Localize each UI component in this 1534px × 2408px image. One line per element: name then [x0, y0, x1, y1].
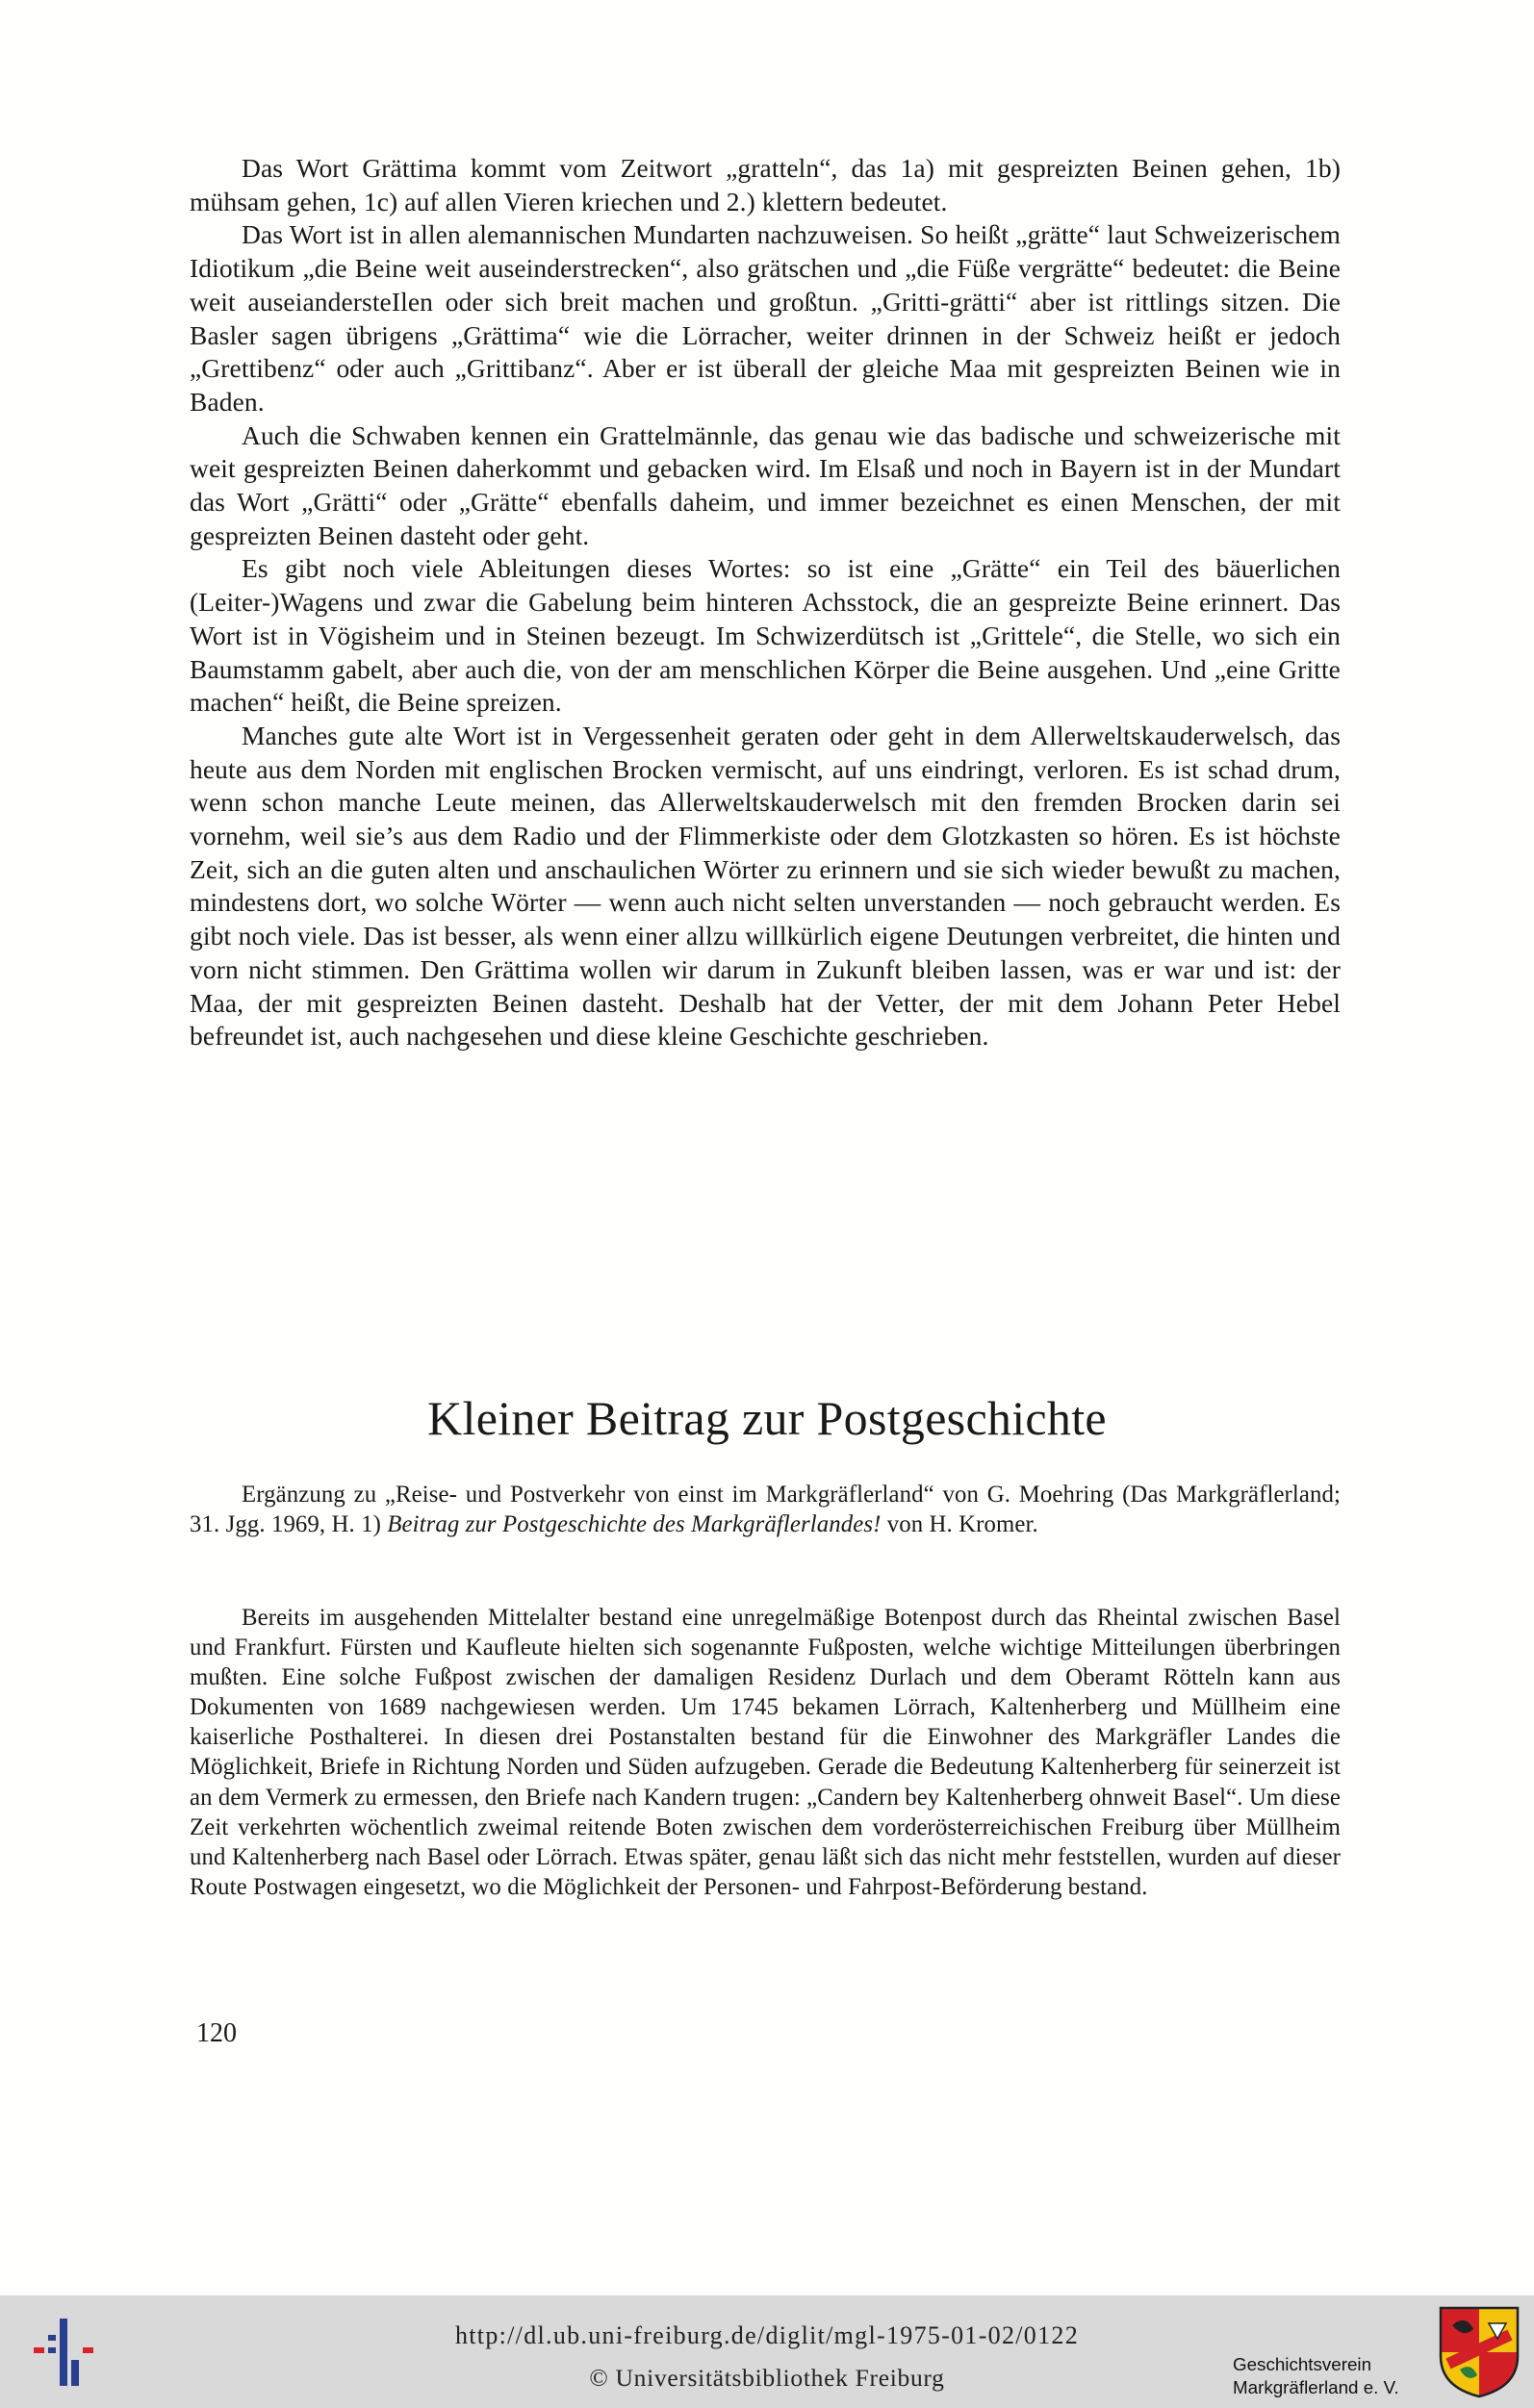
- org-line-2: Markgräflerland e. V.: [1233, 2377, 1399, 2397]
- intro-author: von H. Kromer.: [881, 1511, 1038, 1537]
- paragraph: Bereits im ausgehenden Mittelalter bestand eine unregelmäßige Botenpost durch das Rheintal zwischen Basel und Frankfurt. Fürsten und Kaufleute hielten sich sogenannte Fußposten, welche wichtige Mitteilungen überbringen mußten. Eine solche Fußpost zwischen der damaligen Residenz Durlach und dem Oberamt Rötteln kann aus Dokumenten von 1689 nachgewiesen werden. Um 1745 bekamen Lörrach, Kaltenherberg und Müllheim eine kaiserliche Posthalterei. In diesen drei Postanstalten bestand für die Einwohner des Markgräfler Landes die Möglichkeit, Briefe in Richtung Norden und Süden aufzugeben. Gerade die Bedeutung Kaltenherberg für seinerzeit ist an dem Vermerk zu ermessen, den Briefe nach Kandern trugen: „Candern bey Kaltenherberg ohnweit Basel“. Um diese Zeit verkehrten wöchentlich zweimal reitende Boten zwischen dem vorderösterreichischen Freiburg über Müllheim und Kaltenherberg nach Basel oder Lörrach. Etwas später, genau läßt sich das nicht mehr feststellen, wurden auf dieser Route Postwagen eingesetzt, wo die Möglichkeit der Personen- und Fahrpost-Beförderung bestand.: [190, 1605, 1341, 1900]
- page-number: 120: [196, 2018, 237, 2048]
- paragraph: Es gibt noch viele Ableitungen dieses Wortes: so ist eine „Grätte“ ein Teil des bäuerlichen (Leiter-)Wagens und zwar die Gabelung beim hinteren Achsstock, die an gespreizte Beine erinnert. Das Wort ist in Vögisheim und in Steinen bezeugt. Im Schwizerdütsch ist „Grittele“, die Stelle, wo sich ein Baumstamm gabelt, aber auch die, von der am menschlichen Körper die Beine ausgehen. Und „eine Gritte machen“ heißt, die Beine spreizen.: [190, 553, 1341, 718]
- paragraph: Auch die Schwaben kennen ein Grattelmännle, das genau wie das badische und schweizerische mit weit gespreizten Beinen daherkommt und gebacken wird. Im Elsaß und noch in Bayern ist in der Mundart das Wort „Grätti“ oder „Grätte“ ebenfalls daheim, und immer bezeichnet es einen Menschen, der mit gespreizten Beinen dasteht oder geht.: [190, 419, 1341, 550]
- intro-italic-text: Beitrag zur Postgeschichte des Markgräflerlandes!: [387, 1511, 882, 1537]
- intro-paragraph: [190, 1480, 1341, 1539]
- article-title: Kleiner Beitrag zur Postgeschichte: [427, 1391, 1107, 1445]
- paragraph: Manches gute alte Wort ist in Vergessenheit geraten oder geht in dem Allerweltskauderwelsch, das heute aus dem Norden mit englischen Brocken vermischt, auf uns eindringt, verloren. Es ist schad drum, wenn schon manche Leute meinen, das Allerweltskauderwelsch mit den fremden Brocken darin sei vornehm, weil sie’s aus dem Radio und der Flimmerkiste oder dem Glotzkasten so hören. Es ist höchste Zeit, sich an die guten alten und anschaulichen Wörter zu erinnern und sie sich wieder bewußt zu machen, mindestens dort, wo solche Wörter — wenn auch nicht selten unverstanden — noch gebraucht werden. Es gibt noch viele. Das ist besser, als wenn einer allzu willkürlich eigene Deutungen verbreitet, die hinten und vorn nicht stimmen. Den Grättima wollen wir darum in Zukunft bleiben lassen, was er war und ist: der Maa, der mit gespreizten Beinen dasteht. Deshalb hat der Vetter, der mit dem Johann Peter Hebel befreundet ist, auch nachgesehen und diese kleine Geschichte geschrieben.: [190, 720, 1341, 1052]
- paragraph: Das Wort ist in allen alemannischen Mundarten nachzuweisen. So heißt „grätte“ laut Schweizerischem Idiotikum „die Beine weit auseinderstrecken“, also grätschen und „die Füße vergrätte“ bedeutet: die Beine weit auseiandersteIlen oder sich breit machen und großtun. „Gritti-grätti“ aber ist rittlings sitzen. Die Basler sagen übrigens „Grättima“ wie die Lörracher, weiter drinnen in der Schweiz heißt er jedoch „Grettibenz“ oder auch „Grittibanz“. Aber er ist überall der gleiche Maa mit gespreizten Beinen wie in Baden.: [190, 219, 1341, 417]
- paragraph: Das Wort Grättima kommt vom Zeitwort „gratteln“, das 1a) mit gespreizten Beinen gehen, 1b) mühsam gehen, 1c) auf allen Vieren kriechen und 2.) klettern bedeutet.: [190, 153, 1341, 216]
- intro-text: Ergänzung zu „Reise- und Postverkehr von einst im Markgräflerland“ von G. Moehring (Das Markgräflerland; 31. Jgg. 1969, H. 1): [190, 1482, 1341, 1537]
- permalink-url[interactable]: http://dl.ub.uni-freiburg.de/diglit/mgl-1975-01-02/0122: [454, 2321, 1080, 2349]
- org-line-1: Geschichtsverein: [1233, 2354, 1372, 2374]
- copyright-notice: © Universitätsbibliothek Freiburg: [589, 2364, 945, 2392]
- coat-of-arms-icon: [1439, 2306, 1520, 2398]
- article-intro: [190, 1480, 1341, 1539]
- article-grattima: [190, 152, 1341, 1053]
- organisation-name: [1233, 2353, 1399, 2399]
- article-postgeschichte-body: [190, 1603, 1341, 1902]
